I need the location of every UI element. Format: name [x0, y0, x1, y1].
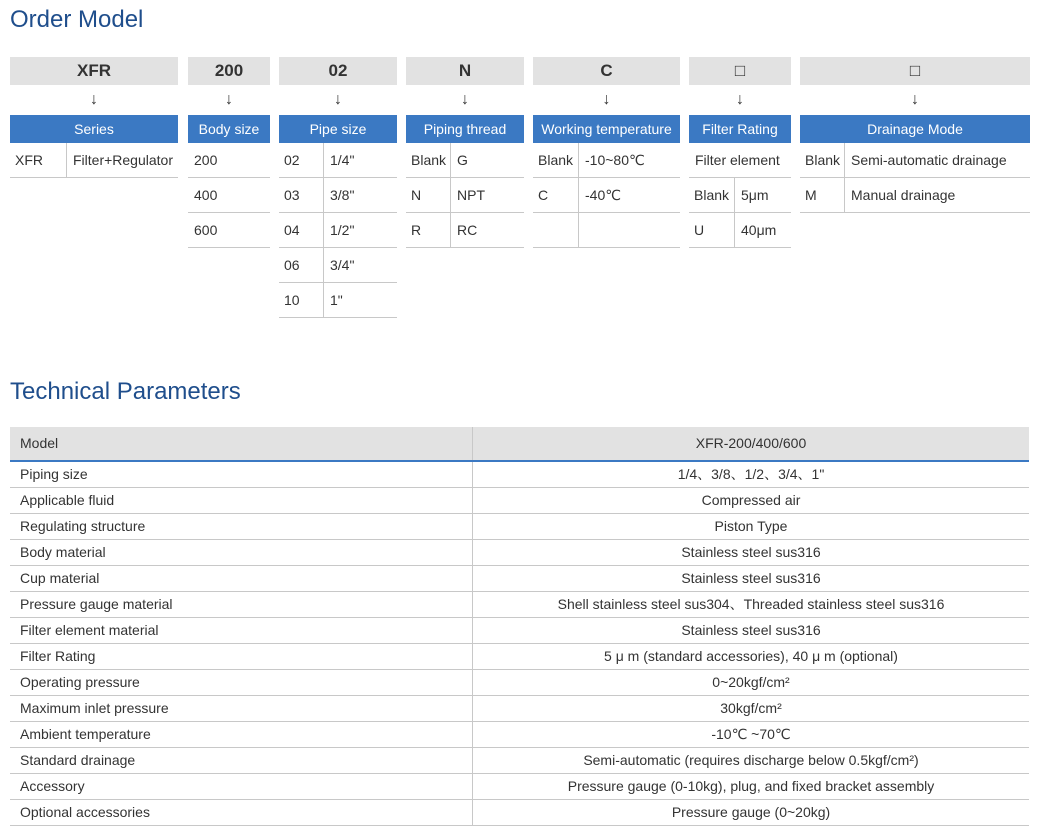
- row-value: Compressed air: [701, 492, 801, 508]
- table-row: [10, 488, 1029, 514]
- option-desc: 40μm: [734, 213, 776, 247]
- row-value: Semi-automatic (requires discharge below 0.5kgf/cm²): [583, 752, 919, 768]
- option-desc: RC: [450, 213, 477, 247]
- table-row: [533, 143, 680, 178]
- series-column: [10, 57, 178, 178]
- table-row: [10, 748, 1029, 774]
- down-arrow-icon: ↓: [911, 91, 919, 108]
- option-desc: -10~80℃: [578, 143, 645, 177]
- table-row: [279, 283, 397, 318]
- row-value: Stainless steel sus316: [681, 544, 821, 560]
- table-row: [533, 178, 680, 213]
- table-row: [406, 143, 524, 178]
- option-desc: 3/8": [323, 178, 354, 212]
- row-label: Operating pressure: [20, 674, 140, 690]
- row-label: Piping size: [20, 466, 88, 482]
- row-label: Filter Rating: [20, 648, 96, 664]
- row-value: Piston Type: [714, 518, 788, 534]
- option-code: M: [805, 187, 817, 203]
- option-code: Blank: [694, 187, 730, 203]
- option-desc: -40℃: [578, 178, 621, 212]
- table-row: [188, 213, 270, 248]
- row-value: 5 μ m (standard accessories), 40 μ m (optional): [604, 648, 898, 664]
- row-value: Shell stainless steel sus304、Threaded stainless steel sus316: [557, 596, 945, 612]
- table-row: [689, 213, 791, 248]
- table-row: [800, 178, 1030, 213]
- option-code: 400: [194, 187, 218, 203]
- table-row: [10, 566, 1029, 592]
- header-label: Model: [20, 435, 59, 451]
- drainage-mode-column: [800, 57, 1030, 213]
- table-row: [188, 143, 270, 178]
- order-model-title: Order Model: [10, 6, 144, 33]
- option-code: C: [538, 187, 549, 203]
- piping-thread-column: [406, 57, 524, 248]
- pipe-size-header: Pipe size: [279, 115, 397, 143]
- row-value: -10℃ ~70℃: [711, 726, 791, 742]
- table-row: [279, 178, 397, 213]
- option-desc: Semi-automatic drainage: [844, 143, 1007, 177]
- series-code: XFR: [10, 57, 178, 85]
- table-row: [10, 774, 1029, 800]
- working-temperature-header: Working temperature: [533, 115, 680, 143]
- row-label: Accessory: [20, 778, 85, 794]
- technical-parameters-title: Technical Parameters: [10, 378, 241, 405]
- option-desc: 1/4": [323, 143, 354, 177]
- row-value: Pressure gauge (0-10kg), plug, and fixed bracket assembly: [567, 778, 935, 794]
- row-label: Pressure gauge material: [20, 596, 173, 612]
- working-temperature-column: [533, 57, 680, 248]
- series-header: Series: [10, 115, 178, 143]
- row-label: Maximum inlet pressure: [20, 700, 169, 716]
- body-size-column: [188, 57, 270, 248]
- table-row: [533, 213, 680, 248]
- table-row: [279, 213, 397, 248]
- piping-thread-header: Piping thread: [406, 115, 524, 143]
- option-code: XFR: [15, 152, 43, 168]
- table-row: [279, 248, 397, 283]
- row-value: 30kgf/cm²: [720, 700, 782, 716]
- row-label: Regulating structure: [20, 518, 146, 534]
- option-desc: 1/2": [323, 213, 354, 247]
- table-row: [279, 143, 397, 178]
- option-code: R: [411, 222, 422, 238]
- option-desc: Filter+Regulator: [66, 143, 173, 177]
- option-code: 03: [284, 187, 300, 203]
- row-value: 0~20kgf/cm²: [712, 674, 790, 690]
- body-size-code: 200: [188, 57, 270, 85]
- option-code: Blank: [805, 152, 841, 168]
- table-row: [10, 670, 1029, 696]
- filter-rating-header: Filter Rating: [689, 115, 791, 143]
- pipe-size-code: 02: [279, 57, 397, 85]
- option-code: 06: [284, 257, 300, 273]
- row-value: 1/4、3/8、1/2、3/4、1": [677, 466, 825, 482]
- filter-rating-column: [689, 57, 791, 248]
- option-code: 200: [194, 152, 218, 168]
- option-desc: 1": [323, 283, 343, 317]
- table-row: [10, 143, 178, 178]
- drainage-mode-header: Drainage Mode: [800, 115, 1030, 143]
- pipe-size-column: [279, 57, 397, 318]
- table-row: [10, 800, 1029, 826]
- option-code: N: [411, 187, 422, 203]
- table-row: [689, 143, 791, 178]
- row-label: Ambient temperature: [20, 726, 151, 742]
- table-row: [406, 213, 524, 248]
- table-row: [10, 722, 1029, 748]
- option-desc: 3/4": [323, 248, 354, 282]
- down-arrow-icon: ↓: [602, 91, 611, 108]
- down-arrow-icon: ↓: [736, 91, 744, 108]
- option-desc: 5μm: [734, 178, 769, 212]
- option-desc: Manual drainage: [844, 178, 955, 212]
- table-row: [10, 696, 1029, 722]
- filter-rating-code: □: [689, 57, 791, 85]
- down-arrow-icon: ↓: [334, 91, 342, 108]
- row-value: Stainless steel sus316: [681, 570, 821, 586]
- down-arrow-icon: ↓: [225, 91, 233, 108]
- technical-parameters-table: [10, 427, 1029, 826]
- table-row: [188, 178, 270, 213]
- option-desc: G: [450, 143, 468, 177]
- table-header: [10, 427, 1029, 462]
- working-temperature-code: C: [533, 57, 680, 85]
- row-label: Body material: [20, 544, 106, 560]
- table-row: [10, 540, 1029, 566]
- piping-thread-code: N: [406, 57, 524, 85]
- option-code: Blank: [538, 152, 574, 168]
- option-code: 600: [194, 222, 218, 238]
- header-value: XFR-200/400/600: [695, 435, 807, 451]
- option-label: Filter element: [695, 152, 780, 168]
- option-code: 10: [284, 292, 300, 308]
- option-code: 04: [284, 222, 300, 238]
- option-desc: [578, 213, 585, 247]
- table-row: [10, 644, 1029, 670]
- row-label: Cup material: [20, 570, 100, 586]
- option-code: Blank: [411, 152, 447, 168]
- table-row: [10, 618, 1029, 644]
- table-row: [689, 178, 791, 213]
- drainage-mode-code: □: [800, 57, 1030, 85]
- table-row: [10, 592, 1029, 618]
- row-value: Stainless steel sus316: [681, 622, 821, 638]
- table-row: [10, 514, 1029, 540]
- option-code: 02: [284, 152, 300, 168]
- body-size-header: Body size: [188, 115, 270, 143]
- row-label: Filter element material: [20, 622, 159, 638]
- option-code: U: [694, 222, 705, 238]
- row-label: Optional accessories: [20, 804, 150, 820]
- table-row: [10, 462, 1029, 488]
- down-arrow-icon: ↓: [90, 91, 98, 108]
- table-row: [800, 143, 1030, 178]
- down-arrow-icon: ↓: [461, 91, 469, 108]
- row-label: Standard drainage: [20, 752, 136, 768]
- table-row: [406, 178, 524, 213]
- row-label: Applicable fluid: [20, 492, 115, 508]
- option-desc: NPT: [450, 178, 485, 212]
- row-value: Pressure gauge (0~20kg): [671, 804, 831, 820]
